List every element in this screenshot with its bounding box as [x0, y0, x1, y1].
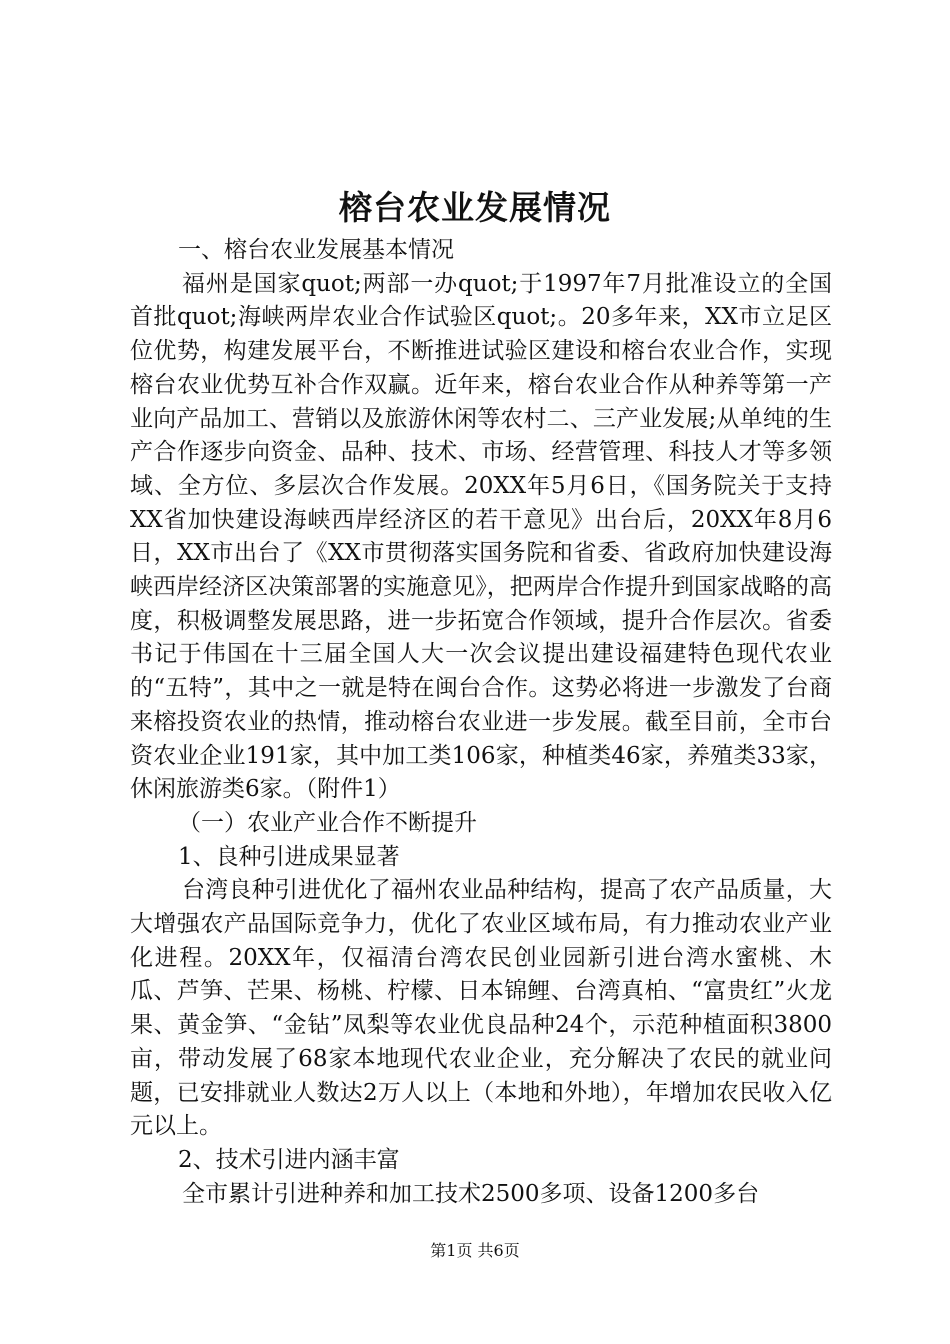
subsection-heading-industry-cooperation: （一）农业产业合作不断提升: [178, 809, 477, 836]
paragraph-overview: 福州是国家quot;两部一办quot;于1997年7月批准设立的全国首批quot;海峡两岸农业合作试验区quot;。20多年来，XX市立足区位优势，构建发展平台，不断推进试验区建设和榕台农业合作，实现榕台农业优势互补合作双赢。近年来，榕台农业合作从种养等第一产业向产品加工、营销以及旅游休闲等农村二、三产业发展;从单纯的生产合作逐步向资金、品种、技术、市场、经营管理、科技人才等多领域、全方位、多层次合作发展。20XX年5月6日，《国务院关于支持XX省加快建设海峡西岸经济区的若干意见》出台后，20XX年8月6日，XX市出台了《XX市贯彻落实国务院和省委、省政府加快建设海峡西岸经济区决策部署的实施意见》，把两岸合作提升到国家战略的高度，积极调整发展思路，进一步拓宽合作领域，提升合作层次。省委书记于伟国在十三届全国人大一次会议提出建设福建特色现代农业的“五特”，其中之一就是特在闽台合作。这势必将进一步激发了台商来榕投资农业的热情，推动榕台农业进一步发展。截至目前，全市台资农业企业191家，其中加工类106家，种植类46家，养殖类33家，休闲旅游类6家。（附件1）: [130, 270, 832, 803]
section-heading-basic-situation: 一、榕台农业发展基本情况: [178, 237, 454, 263]
document-body: [130, 234, 832, 1211]
item-heading-technology-introduction: 2、技术引进内涵丰富: [178, 1146, 400, 1173]
page-number-footer: 第1页 共6页: [430, 1241, 520, 1260]
paragraph-technology-introduction: 全市累计引进种养和加工技术2500多项、设备1200多台: [182, 1180, 760, 1207]
item-heading-seed-introduction: 1、良种引进成果显著: [178, 843, 400, 870]
paragraph-seed-introduction: 台湾良种引进优化了福州农业品种结构，提高了农产品质量，大大增强农产品国际竞争力，优化了农业区域布局，有力推动农业产业化进程。20XX年，仅福清台湾农民创业园新引进台湾水蜜桃、木瓜、芦笋、芒果、杨桃、柠檬、日本锦鲤、台湾真柏、“富贵红”火龙果、黄金笋、“金钻”凤梨等农业优良品种24个，示范种植面积3800亩，带动发展了68家本地现代农业企业，充分解决了农民的就业问题，已安排就业人数达2万人以上（本地和外地），年增加农民收入亿元以上。: [130, 877, 832, 1140]
document-title: 榕台农业发展情况: [339, 188, 611, 227]
